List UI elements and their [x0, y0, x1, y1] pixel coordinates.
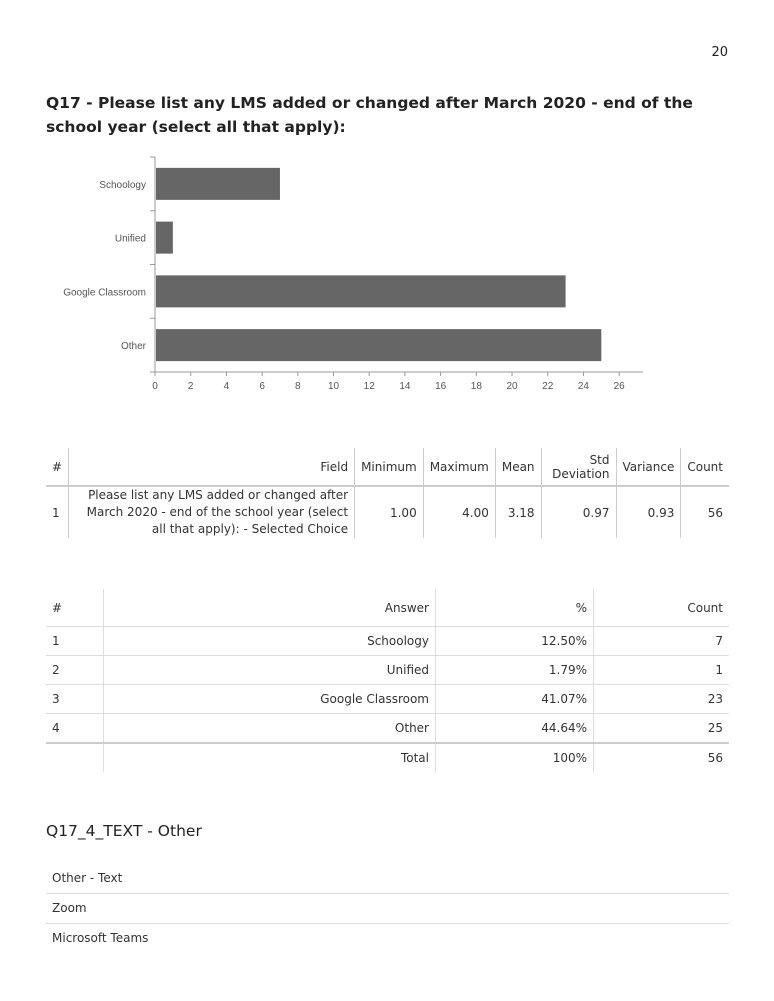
chart-category-labels	[63, 180, 146, 352]
answers-header-answer: Answer	[104, 589, 436, 627]
chart-category-label: Google Classroom	[63, 287, 146, 299]
stats-header-row	[46, 448, 729, 486]
chart-bar-schoology	[156, 168, 280, 200]
chart-x-tick-label: 6	[259, 381, 265, 392]
chart-x-tick-label: 24	[577, 381, 590, 392]
chart-category-label: Unified	[114, 233, 146, 245]
stats-header-mean: Mean	[495, 448, 541, 486]
answer-label: Google Classroom	[104, 685, 436, 714]
chart-x-tick-label: 0	[152, 381, 158, 392]
text-response: Zoom	[46, 894, 729, 924]
chart-x-tick-label: 18	[470, 381, 482, 392]
stats-header-variance: Variance	[616, 448, 681, 486]
answer-label: Other	[104, 714, 436, 744]
chart-x-tick-label: 16	[435, 381, 447, 392]
answer-number: 3	[46, 685, 104, 714]
text-section-title: Q17_4_TEXT - Other	[46, 822, 202, 840]
chart-bar-google-classroom	[156, 275, 566, 307]
stats-header-maximum: Maximum	[423, 448, 495, 486]
stats-row-minimum: 1.00	[355, 486, 424, 538]
chart-x-tick-label: 20	[506, 381, 518, 392]
text-responses-header: Other - Text	[46, 864, 729, 894]
chart-x-tick-label: 8	[295, 381, 301, 392]
chart-x-tick-label: 10	[327, 381, 340, 392]
answer-percent: 12.50%	[436, 627, 594, 656]
bar-chart	[0, 150, 774, 400]
total-spacer	[46, 743, 104, 772]
answer-label: Unified	[104, 656, 436, 685]
chart-x-tick-label: 22	[542, 381, 554, 392]
stats-table	[46, 448, 729, 538]
answer-label: Schoology	[104, 627, 436, 656]
answer-row	[46, 627, 729, 656]
chart-x-tick-label: 26	[613, 381, 625, 392]
chart-x-tick-label: 2	[187, 381, 194, 392]
stats-row-count: 56	[681, 486, 729, 538]
stats-row-std-deviation: 0.97	[541, 486, 616, 538]
chart-x-tick-label: 4	[223, 381, 230, 392]
stats-header-std-deviation: Std Deviation	[541, 448, 616, 486]
answer-count: 7	[594, 627, 730, 656]
stats-row-field: Please list any LMS added or changed after March 2020 - end of the school year (select all that apply): - Selected Choice	[69, 486, 355, 538]
total-count: 56	[594, 743, 730, 772]
total-label: Total	[104, 743, 436, 772]
answer-percent: 1.79%	[436, 656, 594, 685]
answer-row	[46, 656, 729, 685]
answers-table	[46, 589, 729, 772]
stats-row-number: 1	[52, 505, 60, 520]
chart-bars	[156, 168, 601, 361]
chart-x-tick-labels	[152, 381, 625, 392]
answer-count: 25	[594, 714, 730, 744]
stats-row-variance: 0.93	[616, 486, 681, 538]
stats-header-minimum: Minimum	[355, 448, 424, 486]
stats-row-mean: 3.18	[495, 486, 541, 538]
answer-number: 4	[46, 714, 104, 744]
answer-row	[46, 714, 729, 744]
stats-header-hash: #	[52, 459, 63, 474]
text-responses-list	[46, 864, 729, 953]
text-response: Microsoft Teams	[52, 931, 149, 945]
answer-count: 1	[594, 656, 730, 685]
answer-number: 1	[46, 627, 104, 656]
answers-header-percent: %	[436, 589, 594, 627]
chart-bar-other	[156, 329, 601, 361]
stats-header-count: Count	[681, 448, 729, 486]
stats-row-maximum: 4.00	[423, 486, 495, 538]
answer-number: 2	[46, 656, 104, 685]
total-percent: 100%	[436, 743, 594, 772]
answers-header-hash: #	[46, 589, 104, 627]
answer-count: 23	[594, 685, 730, 714]
page-number: 20	[711, 45, 728, 60]
answer-percent: 44.64%	[436, 714, 594, 744]
chart-x-tick-label: 12	[363, 381, 375, 392]
chart-category-label: Schoology	[99, 179, 146, 191]
stats-row	[46, 486, 729, 538]
answers-total-row	[46, 743, 729, 772]
question-title: Q17 - Please list any LMS added or changed after March 2020 - end of the school year (select all that apply):	[46, 94, 693, 136]
answers-header-count: Count	[594, 589, 730, 627]
chart-x-tick-label: 14	[399, 381, 411, 392]
answers-header-row	[46, 589, 729, 627]
answer-row	[46, 685, 729, 714]
chart-bar-unified	[156, 222, 173, 254]
chart-category-label: Other	[120, 341, 146, 353]
stats-header-field: Field	[69, 448, 355, 486]
answer-percent: 41.07%	[436, 685, 594, 714]
